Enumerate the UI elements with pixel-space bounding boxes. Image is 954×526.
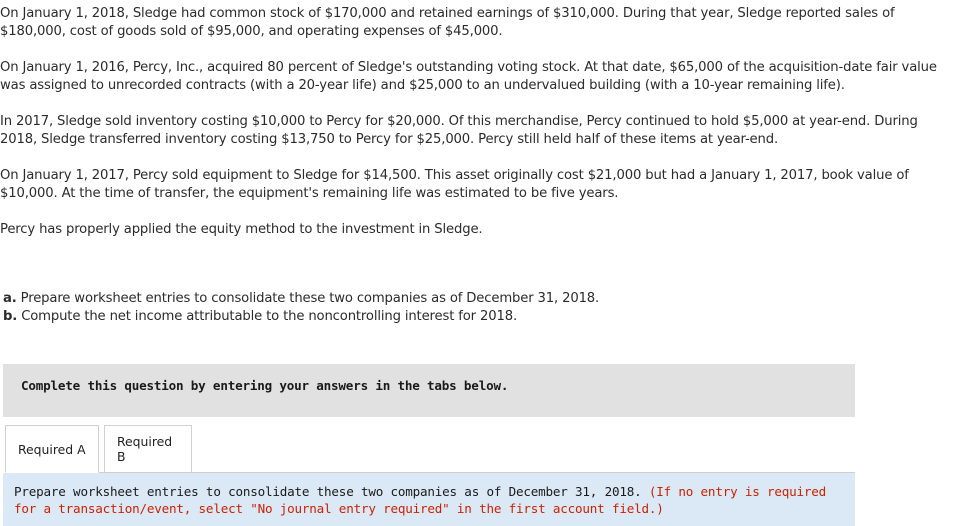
requirement-text: Compute the net income attributable to the noncontrolling interest for 2018. [21,309,517,324]
problem-paragraph: On January 1, 2016, Percy, Inc., acquired 80 percent of Sledge's outstanding voting stock. At that date, $65,000 of the acquisition-date fair value was assigned to unrecorded contracts (with a 20-year life) and $25,000 to an undervalued building (with a 10-year remaining life). [0,60,937,93]
requirement-letter: b. [3,309,18,324]
requirement-letter: a. [3,291,17,306]
tab-panel-required-a [3,473,855,526]
tab-required-b[interactable]: Required B [104,425,192,473]
tab-bar [5,425,192,473]
problem-paragraph: Percy has properly applied the equity method to the investment in Sledge. [0,222,483,237]
instruction-text: Complete this question by entering your answers in the tabs below. [21,378,509,393]
requirement-item [3,290,599,308]
panel-note: (If no entry is required for a transaction/event, select "No journal entry required" in the first account field.) [14,484,827,516]
problem-paragraph: On January 1, 2017, Percy sold equipment to Sledge for $14,500. This asset originally cost $21,000 but had a January 1, 2017, book value of $10,000. At the time of transfer, the equipment's remaining life was estimated to be five years. [0,168,909,201]
problem-statement [0,5,946,257]
problem-paragraph: On January 1, 2018, Sledge had common stock of $170,000 and retained earnings of $310,000. During that year, Sledge reported sales of $180,000, cost of goods sold of $95,000, and operating expenses of $45,000. [0,6,895,39]
requirement-item [3,308,599,326]
problem-paragraph: In 2017, Sledge sold inventory costing $10,000 to Percy for $20,000. Of this merchandise, Percy continued to hold $5,000 at year-end. During 2018, Sledge transferred inventory costing $13,750 to Percy for $25,000. Percy still held half of these items at year-end. [0,114,918,147]
instruction-banner [3,364,855,417]
requirement-text: Prepare worksheet entries to consolidate these two companies as of December 31, 2018. [20,291,600,306]
tab-required-a[interactable]: Required A [5,425,99,473]
panel-instruction: Prepare worksheet entries to consolidate these two companies as of December 31, 2018. [14,484,642,499]
requirements-list [3,290,599,326]
